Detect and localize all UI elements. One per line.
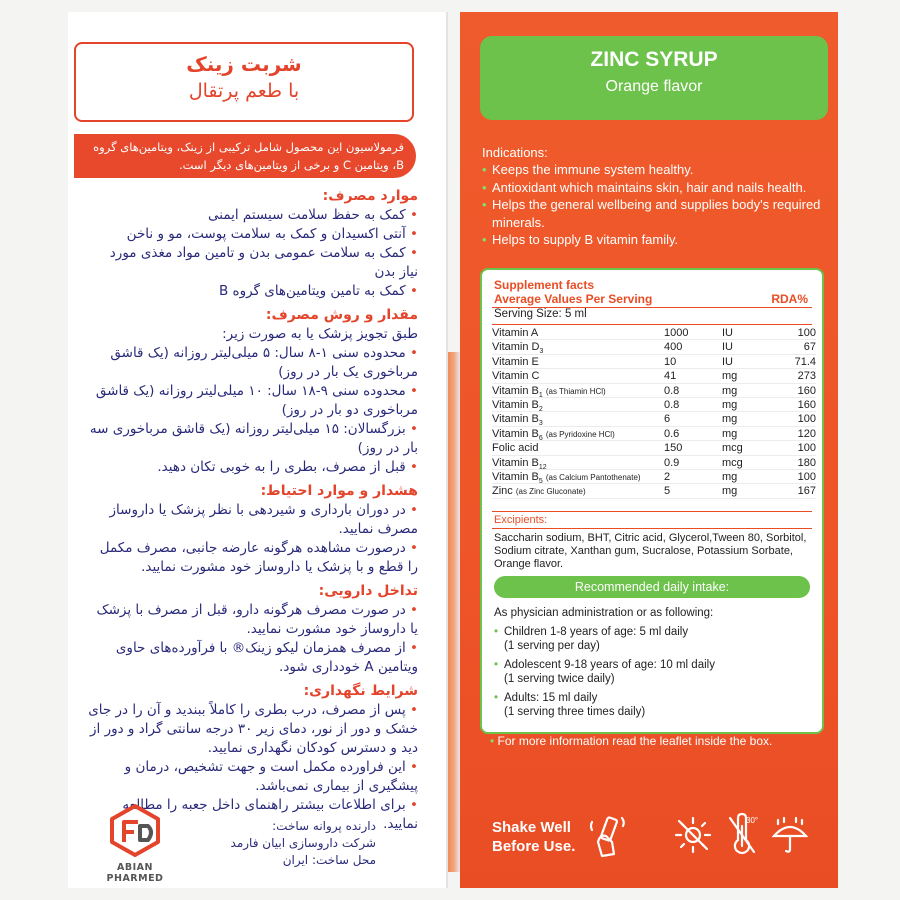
fa-list-item: • این فراورده مکمل است و جهت تشخیص، درمان و پیشگیری از بیماری نمی‌باشد. [124, 759, 418, 794]
facts-row: Vitamin C 41 mg 273 [492, 370, 816, 383]
facts-subheading: Average Values Per Serving [494, 292, 653, 306]
fa-formulation-banner: فرمولاسیون این محصول شامل ترکیبی از زینک، ویتامین‌های گروه B، ویتامین C و برخی از ویتامین‌های دیگر است. [74, 134, 416, 178]
dosage-item: • Adolescent 9-18 years of age: 10 ml daily (1 serving twice daily) [494, 658, 715, 685]
keep-dry-icon [770, 816, 810, 856]
facts-row: Vitamin $B_2$ 0.8 mg 160 [492, 398, 816, 414]
box-gap-strip [448, 352, 460, 872]
fa-list-item: • در دوران بارداری و شیردهی با نظر پزشک یا داروساز مصرف نمایید. [109, 502, 418, 537]
facts-row: Vitamin $B_3$ 6 mg 100 [492, 413, 816, 428]
recommended-intake-bar: Recommended daily intake: [494, 576, 810, 598]
fa-list-item: • بزرگسالان: ۱۵ میلی‌لیتر روزانه (یک قاشق مرباخوری سه بار در روز) [89, 421, 418, 456]
fa-list-item: • کمک به سلامت عمومی بدن و تامین مواد مغذی مورد نیاز بدن [109, 245, 418, 280]
fa-list-item: • آنتی اکسیدان و کمک به سلامت پوست، مو و ناخن [126, 226, 418, 242]
more-info-note: • For more information read the leaflet inside the box. [490, 734, 773, 748]
facts-table [492, 326, 816, 499]
fa-product-flavor: با طعم پرتقال [188, 80, 300, 102]
no-sun-icon [674, 816, 712, 854]
facts-row: Vitamin E 10 IU 71.4 [492, 355, 816, 368]
facts-row: Vitamin $D_3$ 400 IU 67 [492, 341, 816, 356]
dosage-item: • Adults: 15 ml daily (1 serving three times daily) [494, 691, 646, 718]
facts-row: Vitamin A 1000 IU 100 [492, 327, 816, 339]
shake-bottle-icon [588, 812, 628, 858]
indication-item: • Helps to supply B vitamin family. [482, 232, 679, 247]
fa-list-item: • از مصرف همزمان لیکو زینک® با فرآورده‌های حاوی ویتامین A خودداری شود. [115, 640, 418, 675]
fa-manufacturer-info: دارنده پروانه ساخت: شرکت داروسازی ابیان فارمد محل ساخت: ایران [230, 819, 376, 867]
indications-heading: Indications: [482, 145, 548, 160]
facts-row: Vitamin $B_{12}$ 0.9 mcg 180 [492, 456, 816, 471]
fa-title-box [74, 42, 414, 122]
facts-row: Vitamin $B_6$ (as Pyridoxine HCl) 0.6 mg 120 [492, 427, 816, 442]
dosage-intro: As physician administration or as following: [494, 607, 714, 619]
fa-section-heading: مقدار و روش مصرف: [265, 307, 418, 323]
fa-list-item: • محدوده سنی ۹-۱۸ سال: ۱۰ میلی‌لیتر روزانه (یک قاشق مرباخوری دو بار در روز) [95, 383, 418, 418]
indication-item: • Helps the general wellbeing and supplies body's required minerals. [482, 197, 821, 230]
fa-product-title: شربت زینک [186, 52, 302, 76]
shake-well-note: Shake Well Before Use. [492, 819, 576, 855]
excipients-heading: Excipients: [494, 514, 548, 526]
dosage-item: • Children 1-8 years of age: 5 ml daily (1 serving per day) [494, 625, 689, 652]
fa-section-heading: هشدار و موارد احتیاط: [260, 483, 418, 499]
en-product-title: ZINC SYRUP [590, 48, 718, 71]
facts-row: Zinc (as Zinc Gluconate) 5 mg 167 [492, 485, 816, 498]
abian-pharmed-wordmark: ABIAN PHARMED [106, 862, 164, 884]
serving-size: Serving Size: 5 ml [494, 308, 587, 320]
english-box-side [460, 12, 838, 888]
indication-item: • Keeps the immune system healthy. [482, 162, 694, 177]
fa-section-heading: موارد مصرف: [322, 188, 418, 204]
excipients-text: Saccharin sodium, BHT, Citric acid, Glycerol,Tween 80, Sorbitol, Sodium citrate, Xanthan gum, Sucralose, Potassium Sorbate, Orange flavor. [494, 532, 807, 570]
facts-row: Vitamin $B_5$ (as Calcium Pantothenate) 2 mg 100 [492, 470, 816, 486]
dosage-list [494, 606, 814, 720]
facts-heading: Supplement facts [494, 278, 595, 292]
fa-list-item: • کمک به حفظ سلامت سیستم ایمنی [208, 207, 418, 223]
fa-list-item: • پس از مصرف، درب بطری را کاملاً ببندید و آن را در جای خشک و دور از نور، دمای زیر ۳۰ درجه سانتی گراد و دور از دید و دسترس کودکان نگهداری نمایید. [88, 702, 418, 756]
fa-section-intro: طبق تجویز پزشک یا به صورت زیر: [222, 326, 418, 342]
persian-box-side [68, 12, 448, 888]
fa-list-item: • در صورت مصرف هرگونه دارو، قبل از مصرف با پزشک یا داروساز خود مشورت نمایید. [96, 602, 418, 637]
indication-item: • Antioxidant which maintains skin, hair and nails health. [482, 179, 807, 195]
en-title-box [480, 36, 828, 120]
rda-heading: RDA% [771, 292, 808, 306]
fa-list-item: • قبل از مصرف، بطری را به خوبی تکان دهید. [157, 459, 418, 475]
indications-section [482, 145, 832, 249]
fa-section-heading: شرایط نگهداری: [303, 683, 418, 699]
facts-row: Vitamin $B_1$ (as Thiamin HCl) 0.8 mg 160 [492, 384, 816, 399]
facts-row: Folic acid 150 mcg 100 [492, 442, 816, 455]
temperature-limit-label: 30° [746, 816, 759, 825]
fa-list-item: • درصورت مشاهده هرگونه عارضه جانبی، مصرف مکمل را قطع و با پزشک یا داروساز خود مشورت نمایید. [99, 540, 418, 575]
fa-list-item: • کمک به تامین ویتامین‌های گروه B [218, 283, 418, 299]
supplement-facts-panel [480, 268, 824, 734]
fa-list-item: • برای اطلاعات بیشتر راهنمای داخل جعبه را مطالعه نمایید. [122, 797, 418, 832]
fa-body-text [88, 182, 418, 834]
fa-section-heading: تداخل دارویی: [318, 583, 418, 599]
fa-list-item: • محدوده سنی ۱-۸ سال: ۵ میلی‌لیتر روزانه (یک قاشق مرباخوری یک بار در روز) [110, 345, 418, 380]
en-product-flavor: Orange flavor [605, 78, 703, 95]
